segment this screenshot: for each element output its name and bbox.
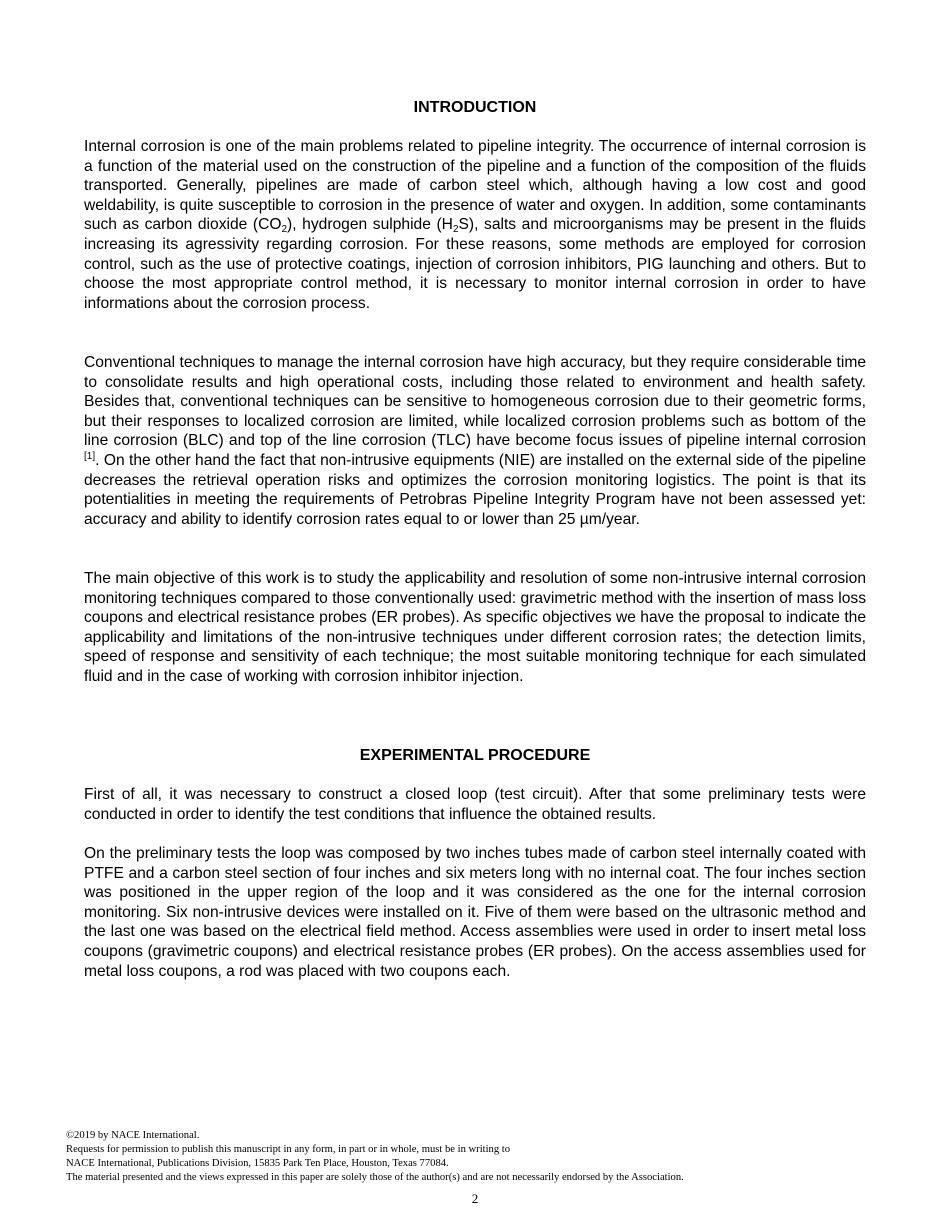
experimental-paragraph-2: On the preliminary tests the loop was composed by two inches tubes made of carbon steel internally coated with PTFE and a carbon steel section of four inches and six meters long with no internal coat. The four inches section was positioned in the upper region of the loop and it was considered as the one for the internal corrosion monitoring. Six non-intrusive devices were installed on it. Five of them were based on the ultrasonic method and the last one was based on the electrical field method. Access assemblies were used in order to insert metal loss coupons (gravimetric coupons) and electrical resistance probes (ER probes). On the access assemblies used for metal loss coupons, a rod was placed with two coupons each.: [84, 845, 866, 980]
h2s-subscript: 2: [452, 224, 459, 236]
introduction-paragraph-2: [84, 353, 866, 529]
reference-citation: [1]: [84, 450, 96, 462]
page-number: 2: [471, 1191, 479, 1206]
intro-p1-text-a: Internal corrosion is one of the main problems related to pipeline integrity. The occurrence of internal corrosion is a function of the material used on the construction of the pipeline and a function of the composition of the fluids transported. Generally, pipelines are made of carbon steel which, although having a low cost and good weldability, is quite susceptible to corrosion in the presence of water and oxygen. In addition, some contaminants such as carbon dioxide (CO: [84, 138, 866, 234]
introduction-heading: INTRODUCTION: [413, 99, 537, 116]
footer-disclaimer: The material presented and the views expressed in this paper are solely those of the author(s) and are not necessarily endorsed by the Association.: [66, 1172, 684, 1183]
introduction-paragraph-3: The main objective of this work is to study the applicability and resolution of some non-intrusive internal corrosion monitoring techniques compared to those conventionally used: gravimetric method with the insertion of mass loss coupons and electrical resistance probes (ER probes). As specific objectives we have the proposal to indicate the applicability and limitations of the non-intrusive techniques under different corrosion rates; the detection limits, speed of response and sensitivity of each technique; the most suitable monitoring technique for each simulated fluid and in the case of working with corrosion inhibitor injection.: [84, 570, 866, 685]
experimental-procedure-heading: EXPERIMENTAL PROCEDURE: [359, 747, 591, 764]
footer-copyright: ©2019 by NACE International.: [66, 1130, 200, 1141]
intro-p1-text-c: S), salts and microorganisms may be present in the fluids increasing its agressivity regarding corrosion. For these reasons, some methods are employed for corrosion control, such as the use of protective coatings, injection of corrosion inhibitors, PIG launching and others. But to choose the most appropriate control method, it is necessary to monitor internal corrosion in order to have informations about the corrosion process.: [84, 216, 866, 312]
footer-permission: Requests for permission to publish this manuscript in any form, in part or in whole, must be in writing to: [66, 1144, 511, 1155]
intro-p1-text-b: ), hydrogen sulphide (H: [287, 216, 453, 234]
footer-address: NACE International, Publications Division, 15835 Park Ten Place, Houston, Texas 77084.: [66, 1158, 449, 1169]
intro-p2-text-b: . On the other hand the fact that non-intrusive equipments (NIE) are installed on the external side of the pipeline decreases the retrieval operation risks and optimizes the corrosion monitoring logistics. The point is that its potentialities in meeting the requirements of Petrobras Pipeline Integrity Program have not been assessed yet: accuracy and ability to identify corrosion rates equal to or lower than 25 µm/year.: [84, 451, 866, 528]
introduction-paragraph-1: [84, 137, 866, 313]
page-footer: [66, 1129, 886, 1185]
co2-subscript: 2: [281, 224, 288, 236]
intro-p2-text-a: Conventional techniques to manage the internal corrosion have high accuracy, but they require considerable time to consolidate results and high operational costs, including those related to environment and health safety. Besides that, conventional techniques can be sensitive to homogeneous corrosion due to their geometric forms, but their responses to localized corrosion are limited, while localized corrosion problems such as bottom of the line corrosion (BLC) and top of the line corrosion (TLC) have become focus issues of pipeline internal corrosion: [84, 354, 866, 450]
experimental-paragraph-1: First of all, it was necessary to construct a closed loop (test circuit). After that some preliminary tests were conducted in order to identify the test conditions that influence the obtained results.: [84, 786, 866, 823]
